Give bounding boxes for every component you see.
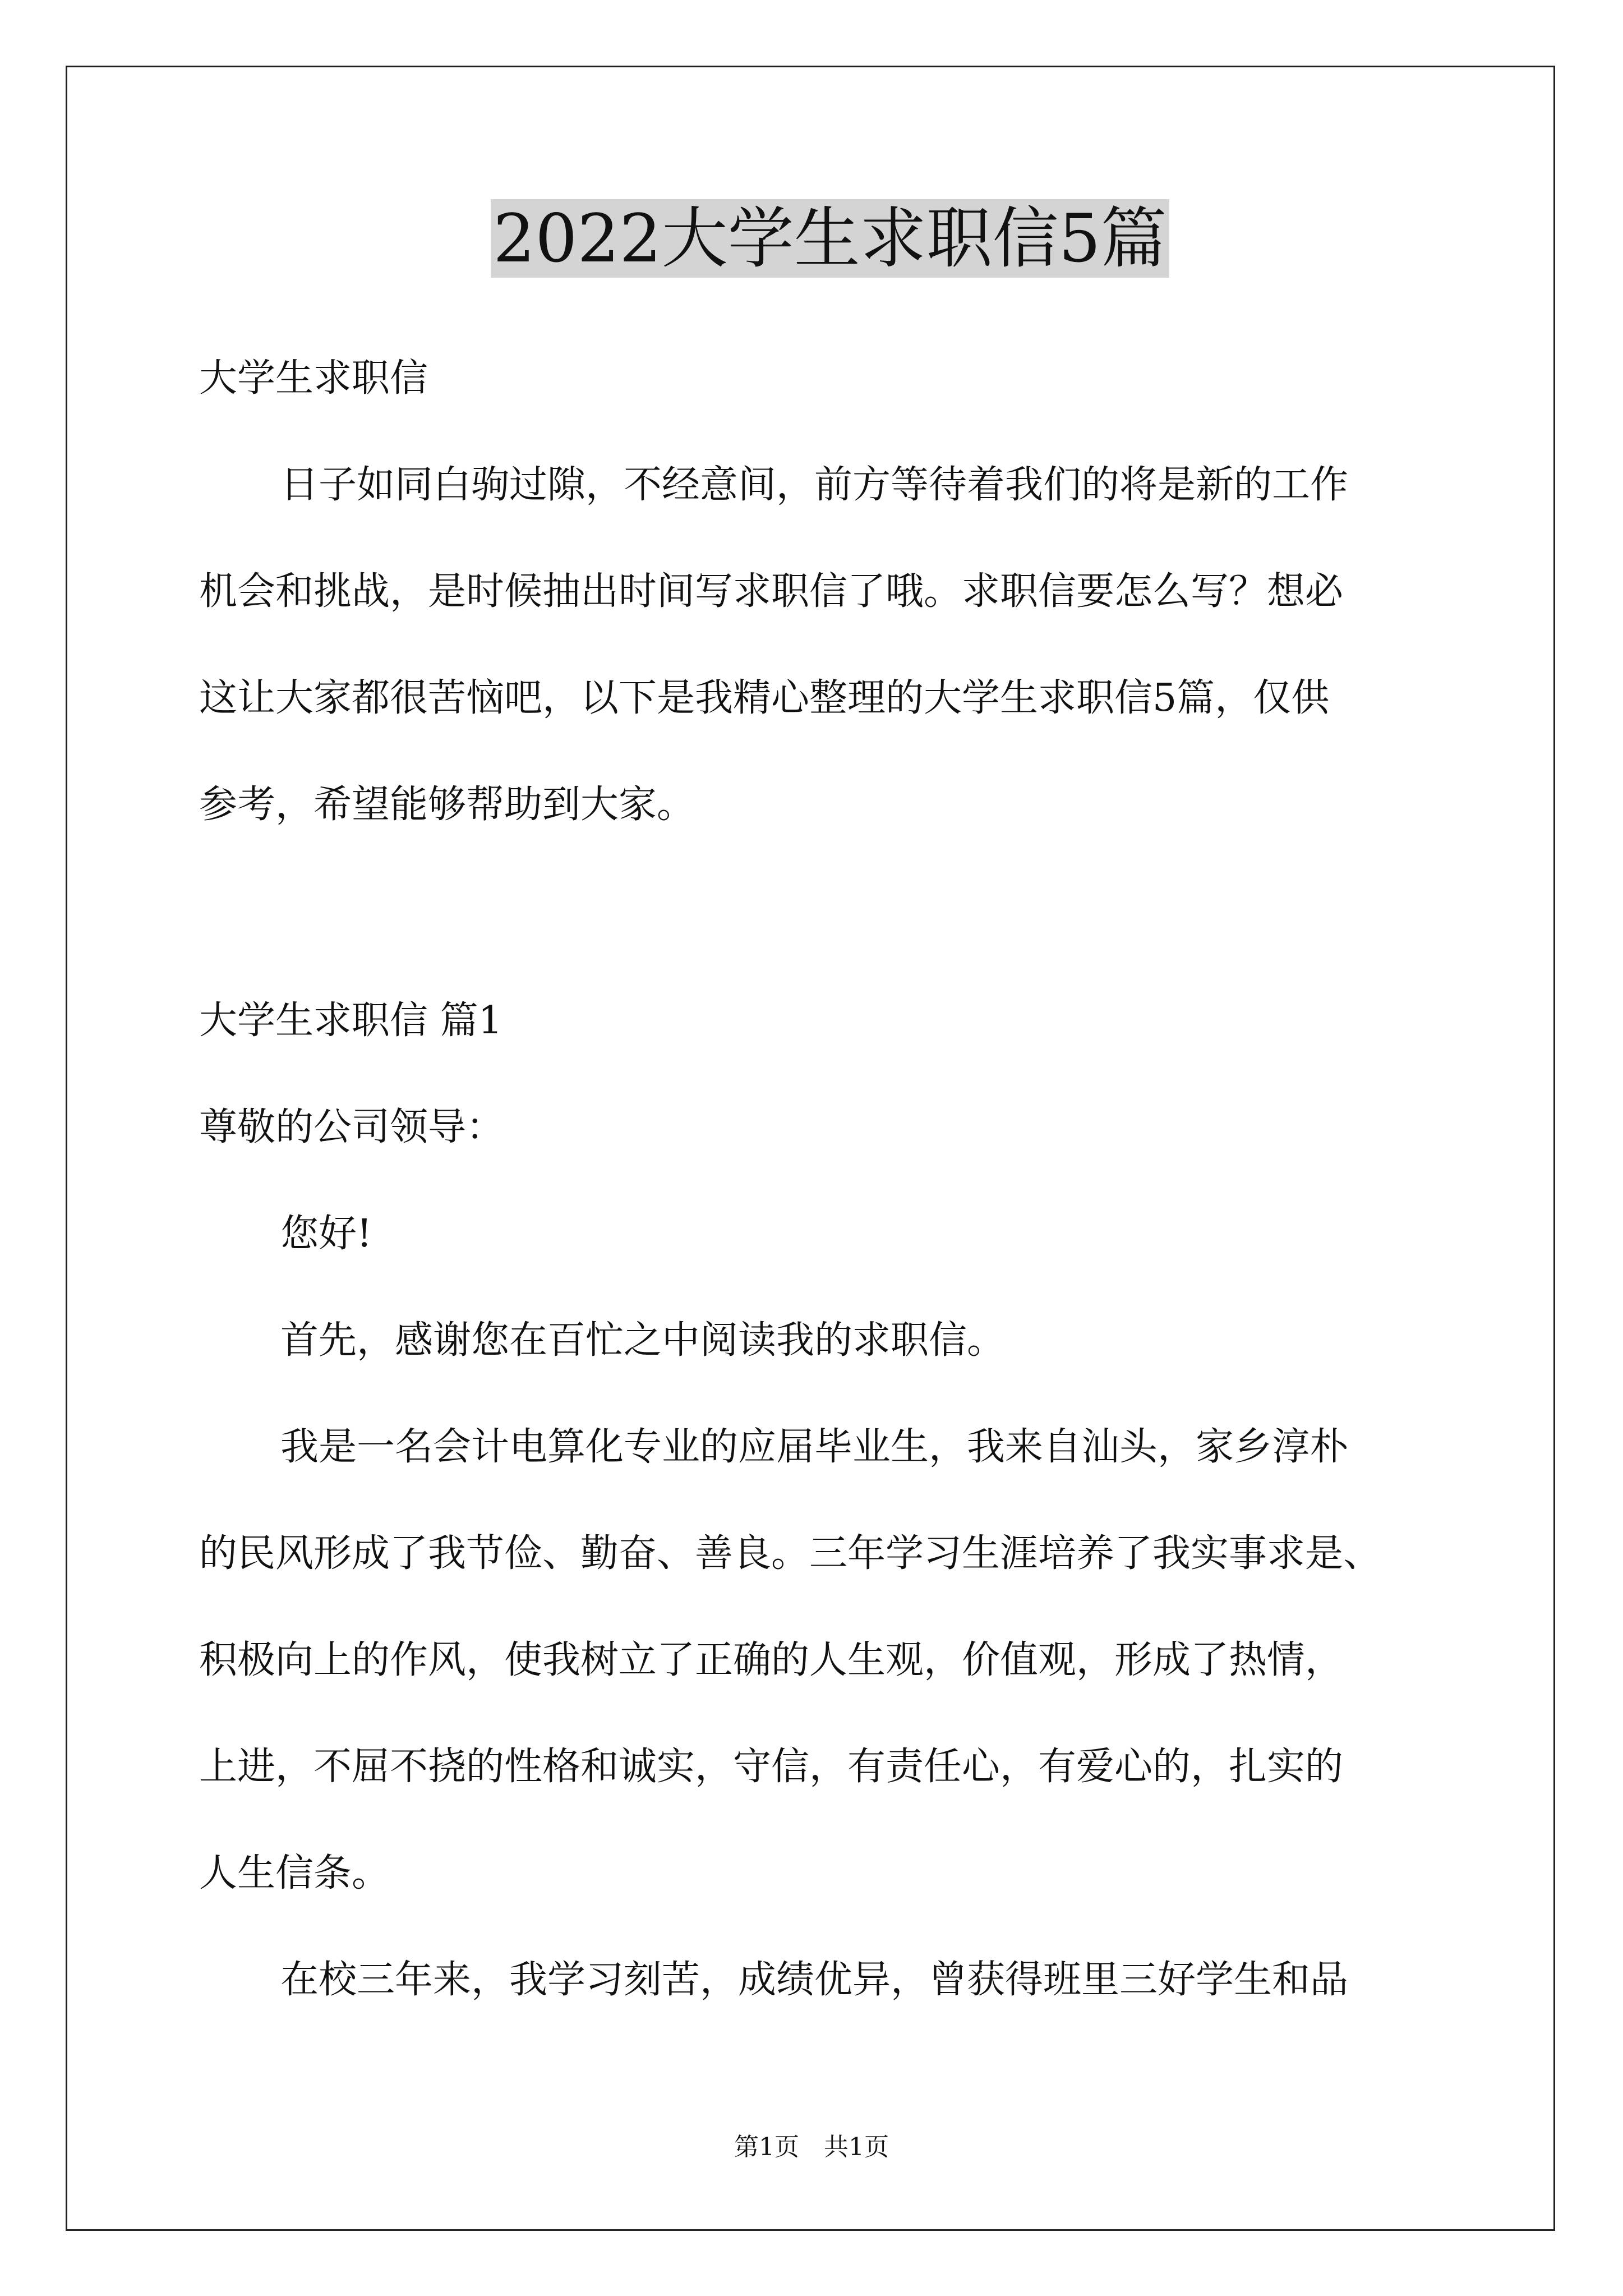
salutation: 尊敬的公司领导： (199, 1105, 505, 1149)
paragraph-line-2: 的民风形成了我节俭、勤奋、善良。三年学习生涯培养了我实事求是、 (199, 1531, 1382, 1576)
intro-line-4: 参考，希望能够帮助到大家。 (199, 783, 695, 827)
paragraph-thanks: 首先，感谢您在百忙之中阅读我的求职信。 (280, 1318, 1006, 1363)
intro-line-1: 日子如同白驹过隙，不经意间，前方等待着我们的将是新的工作 (280, 463, 1349, 507)
paragraph-line-6: 在校三年来，我学习刻苦，成绩优异，曾获得班里三好学生和品 (280, 1958, 1349, 2002)
intro-line-2: 机会和挑战，是时候抽出时间写求职信了哦。求职信要怎么写？想必 (199, 569, 1344, 614)
title-container (199, 199, 1461, 278)
paragraph-line-1: 我是一名会计电算化专业的应届毕业生，我来自汕头，家乡淳朴 (280, 1425, 1349, 1469)
paragraph-line-3: 积极向上的作风，使我树立了正确的人生观，价值观，形成了热情， (199, 1638, 1344, 1682)
greeting: 您好! (280, 1212, 372, 1256)
document-title: 2022大学生求职信5篇 (491, 199, 1169, 278)
letter-heading: 大学生求职信 篇1 (199, 999, 502, 1043)
intro-line-3: 这让大家都很苦恼吧，以下是我精心整理的大学生求职信5篇，仅供 (199, 676, 1330, 720)
page-footer: 第1页 共1页 (734, 2133, 889, 2161)
paragraph-line-5: 人生信条。 (199, 1851, 390, 1895)
paragraph-line-4: 上进，不屈不挠的性格和诚实，守信，有责任心，有爱心的，扎实的 (199, 1745, 1344, 1789)
section-heading: 大学生求职信 (199, 356, 428, 401)
